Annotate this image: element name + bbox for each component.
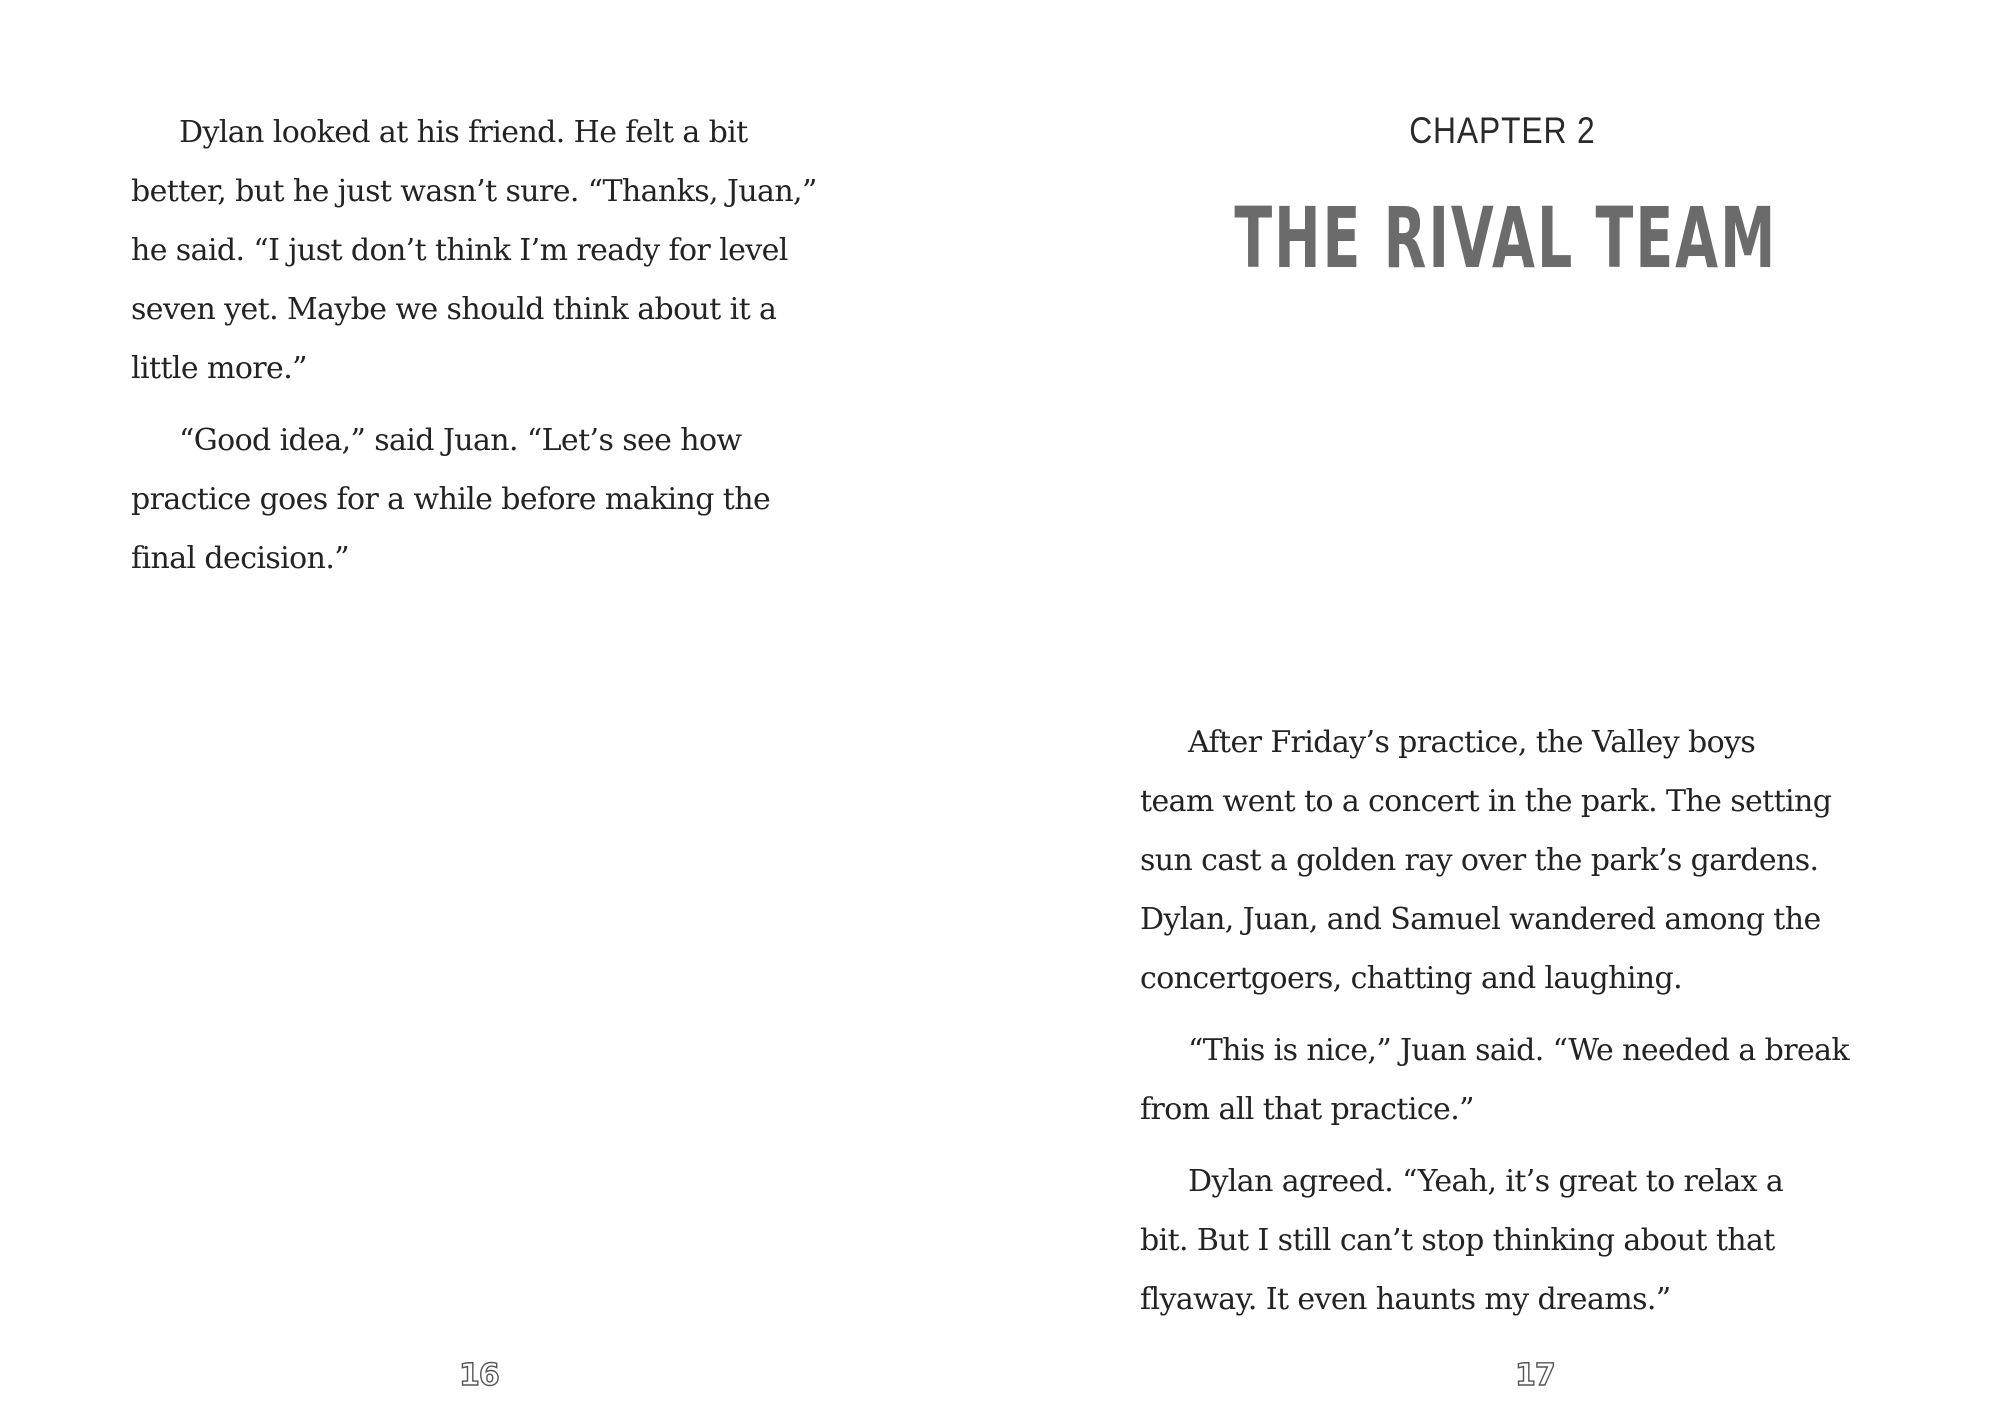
- text-line: he said. “I just don’t think I’m ready for level: [131, 233, 788, 268]
- page-number: 16: [459, 1358, 499, 1393]
- text-line: Dylan agreed. “Yeah, it’s great to relax a: [1188, 1164, 1784, 1199]
- text-line: bit. But I still can’t stop thinking about that: [1140, 1223, 1775, 1258]
- text-line: “This is nice,” Juan said. “We needed a break: [1188, 1033, 1850, 1068]
- text-line: little more.”: [131, 351, 307, 386]
- left-page-body: [131, 103, 871, 601]
- text-line: Dylan looked at his friend. He felt a bit: [179, 115, 748, 150]
- text-line: final decision.”: [131, 541, 350, 576]
- text-line: seven yet. Maybe we should think about it a: [131, 292, 777, 327]
- paragraph: [131, 103, 871, 398]
- right-page-body: [1140, 713, 1900, 1342]
- text-line: sun cast a golden ray over the park’s gardens.: [1140, 843, 1819, 878]
- text-line: “Good idea,” said Juan. “Let’s see how: [179, 423, 742, 458]
- right-page: [1000, 0, 2000, 1428]
- text-line: concertgoers, chatting and laughing.: [1140, 961, 1683, 996]
- chapter-label: CHAPTER 2: [1409, 110, 1596, 151]
- text-line: from all that practice.”: [1140, 1092, 1474, 1127]
- paragraph: [1140, 1152, 1900, 1329]
- paragraph: [1140, 713, 1900, 1008]
- text-line: better, but he just wasn’t sure. “Thanks, Juan,”: [131, 174, 817, 209]
- paragraph: [1140, 1021, 1900, 1139]
- text-line: After Friday’s practice, the Valley boys: [1188, 725, 1756, 760]
- page-number: 17: [1515, 1358, 1555, 1393]
- text-line: team went to a concert in the park. The setting: [1140, 784, 1832, 819]
- paragraph: [131, 411, 871, 588]
- text-line: practice goes for a while before making the: [131, 482, 771, 517]
- text-line: Dylan, Juan, and Samuel wandered among the: [1140, 902, 1821, 937]
- chapter-title: THE RIVAL TEAM: [1234, 189, 1778, 287]
- text-line: flyaway. It even haunts my dreams.”: [1140, 1282, 1671, 1317]
